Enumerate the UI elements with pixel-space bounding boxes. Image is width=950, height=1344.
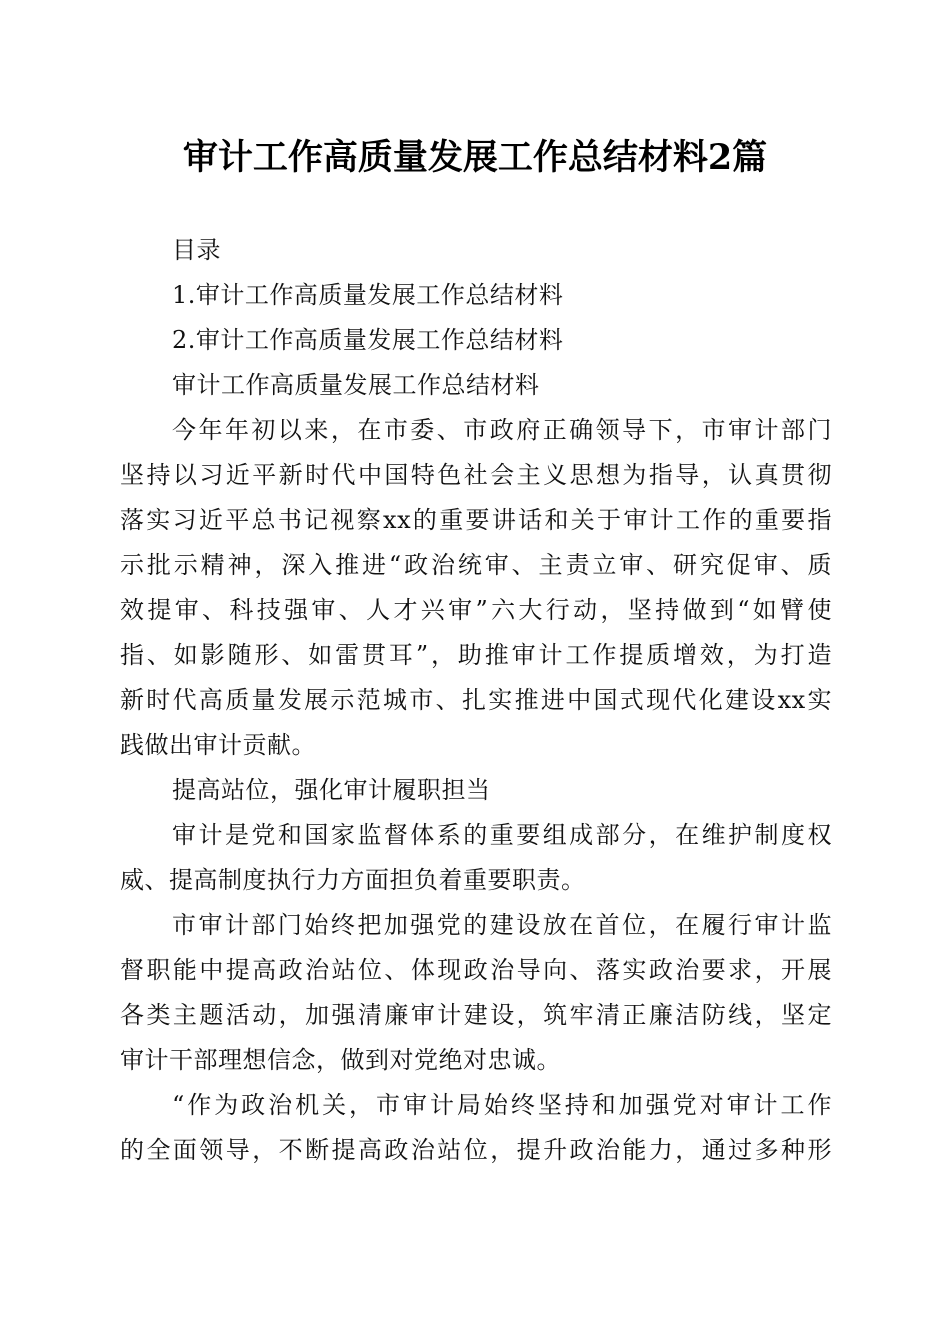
paragraph-line: 践做出审计贡献。 [120,731,316,759]
paragraph-line: 指、如影随形、如雷贯耳”，助推审计工作提质增效，为打造 [120,641,832,669]
toc-item: 2.审计工作高质量发展工作总结材料 [172,326,564,354]
section-heading: 提高站位，强化审计履职担当 [172,776,491,804]
paragraph-line: 审计干部理想信念，做到对党绝对忠诚。 [120,1046,561,1074]
paragraph-line: 今年年初以来，在市委、市政府正确领导下，市审计部门 [172,416,832,444]
paragraph-line: “作为政治机关，市审计局始终坚持和加强党对审计工作 [172,1091,832,1119]
paragraph-line: 各类主题活动，加强清廉审计建设，筑牢清正廉洁防线，坚定 [120,1001,832,1029]
paragraph-line: 效提审、科技强审、人才兴审”六大行动，坚持做到“如臂使 [120,596,832,624]
paragraph-line: 督职能中提高政治站位、体现政治导向、落实政治要求，开展 [120,956,832,984]
toc-item: 1.审计工作高质量发展工作总结材料 [172,281,564,309]
paragraph-line: 的全面领导，不断提高政治站位，提升政治能力，通过多种形 [120,1136,832,1164]
document-body [120,228,832,1173]
paragraph-line: 市审计部门始终把加强党的建设放在首位，在履行审计监 [172,911,832,939]
paragraph-line: 审计是党和国家监督体系的重要组成部分，在维护制度权 [172,821,832,849]
document-title: 审计工作高质量发展工作总结材料2篇 [182,137,768,178]
paragraph-line: 威、提高制度执行力方面担负着重要职责。 [120,866,586,894]
section-title: 审计工作高质量发展工作总结材料 [172,371,540,399]
paragraph-line: 示批示精神，深入推进“政治统审、主责立审、研究促审、质 [120,551,832,579]
paragraph-line: 落实习近平总书记视察xx的重要讲话和关于审计工作的重要指 [120,506,832,534]
paragraph-line: 新时代高质量发展示范城市、扎实推进中国式现代化建设xx实 [120,686,832,714]
toc-heading: 目录 [172,236,221,264]
paragraph-line: 坚持以习近平新时代中国特色社会主义思想为指导，认真贯彻 [120,461,832,489]
